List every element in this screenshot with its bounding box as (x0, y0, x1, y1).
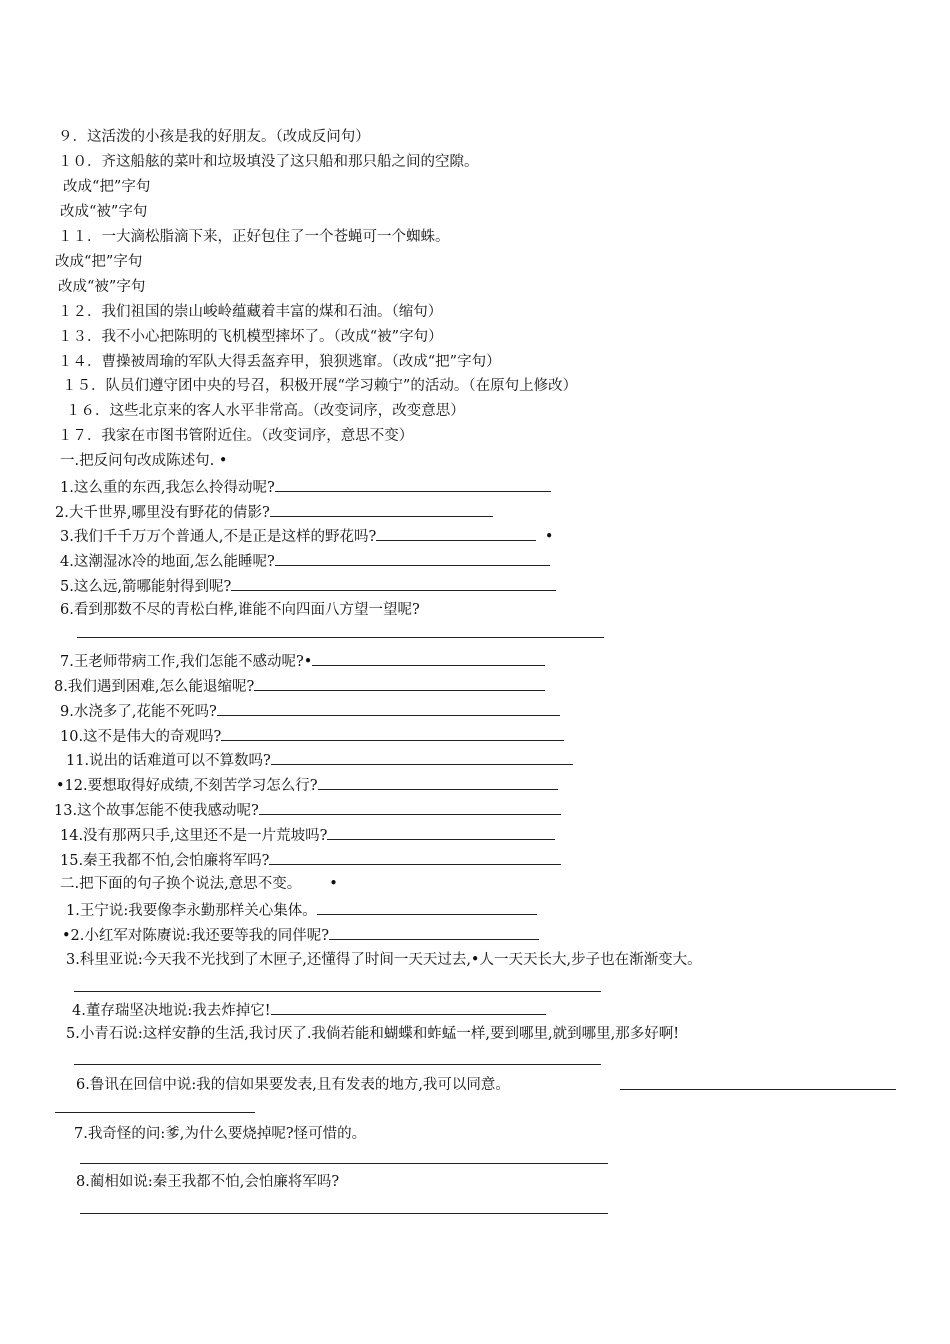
answer-blank[interactable] (231, 576, 556, 591)
exercise-11-ba: 改成“把”字句 (55, 254, 143, 270)
exercise-10-bei: 改成“被”字句 (60, 204, 148, 220)
section1-item-13: 13.这个故事怎能不使我感动呢? (54, 800, 561, 821)
exercise-10: １０．齐这船舷的菜叶和垃圾填没了这只船和那只船之间的空隙。 (58, 154, 479, 170)
answer-blank[interactable] (317, 900, 537, 915)
section1-item-12: •12.要想取得好成绩,不刻苦学习怎么行? (56, 775, 558, 796)
answer-blank[interactable] (329, 925, 539, 940)
bullet-mark: • (329, 876, 338, 892)
section1-heading: 一.把反问句改成陈述句. • (60, 453, 228, 469)
section2-item-8: 8.蔺相如说:秦王我都不怕,会怕廉将军吗? (76, 1174, 340, 1190)
answer-line[interactable] (74, 991, 601, 992)
exercise-16: １６．这些北京来的客人水平非常高。（改变词序，改变意思） (66, 403, 465, 419)
section1-item-8: 8.我们遇到困难,怎么能退缩呢? (54, 676, 545, 697)
exercise-9: ９．这活泼的小孩是我的好朋友。（改成反问句） (58, 129, 370, 145)
answer-blank[interactable] (254, 676, 545, 691)
section1-item-10: 10.这不是伟大的奇观吗? (60, 726, 564, 747)
answer-blank[interactable] (312, 651, 545, 666)
answer-line[interactable] (55, 1112, 255, 1113)
section2-item-4: 4.董存瑞坚决地说:我去炸掉它! (72, 1000, 546, 1021)
answer-line[interactable] (77, 637, 604, 638)
section1-item-3: 3.我们千千万万个普通人,不是正是这样的野花吗? • (60, 526, 553, 547)
exercise-11: １１．一大滴松脂滴下来，正好包住了一个苍蝇可一个蜘蛛。 (58, 229, 450, 245)
section2-item-6: 6.鲁讯在回信中说:我的信如果要发表,且有发表的地方,我可以同意。 (76, 1077, 510, 1093)
section1-item-15: 15.秦王我都不怕,会怕廉将军吗? (60, 850, 561, 871)
section1-item-4: 4.这潮湿冰冷的地面,怎么能睡呢? (60, 551, 550, 572)
section2-item-2: •2.小红军对陈赓说:我还要等我的同伴呢? (62, 925, 539, 946)
section2-item-3: 3.科里亚说:今天我不光找到了木匣子,还懂得了时间一天天过去,•人一天天长大,步子也在渐渐变大。 (66, 952, 702, 968)
exercise-12: １２．我们祖国的崇山峻岭蕴藏着丰富的煤和石油。（缩句） (58, 304, 443, 320)
section2-item-1: 1.王宁说:我要像李永勤那样关心集体。 (66, 900, 537, 921)
exercise-14: １４．曹操被周瑜的军队大得丢盔弃甲，狼狈逃窜。（改成“把”字句） (58, 354, 501, 370)
section1-item-7: 7.王老师带病工作,我们怎能不感动呢?• (60, 651, 545, 672)
section1-item-5: 5.这么远,箭哪能射得到呢? (60, 576, 556, 597)
answer-blank[interactable] (270, 502, 493, 517)
answer-blank[interactable] (221, 726, 564, 741)
answer-blank[interactable] (275, 551, 550, 566)
answer-blank[interactable] (259, 800, 561, 815)
section1-item-2: 2.大千世界,哪里没有野花的倩影? (55, 502, 493, 523)
bullet-mark: • (544, 529, 554, 545)
exercise-11-bei: 改成“被”字句 (58, 279, 146, 295)
exercise-17: １７．我家在市图书管附近住。（改变词序，意思不变） (58, 428, 414, 444)
answer-blank[interactable] (327, 825, 555, 840)
answer-line[interactable] (80, 1213, 608, 1214)
answer-blank[interactable] (275, 477, 551, 492)
section2-item-5: 5.小青石说:这样安静的生活,我讨厌了.我倘若能和蝴蝶和蚱蜢一样,要到哪里,就到哪里,那多好啊! (66, 1026, 680, 1042)
answer-blank[interactable] (269, 850, 561, 865)
answer-blank[interactable] (217, 701, 560, 716)
answer-blank[interactable] (271, 1000, 546, 1015)
answer-line[interactable] (74, 1064, 601, 1065)
section1-item-11: 11.说出的话难道可以不算数吗? (66, 750, 573, 771)
section1-item-6: 6.看到那数不尽的青松白桦,谁能不向四面八方望一望呢? (60, 602, 420, 618)
section1-item-1: 1.这么重的东西,我怎么拎得动呢? (60, 477, 551, 498)
section1-item-9: 9.水浇多了,花能不死吗? (60, 701, 560, 722)
section2-heading: 二.把下面的句子换个说法,意思不变。 • (60, 876, 338, 892)
exercise-10-ba: 改成“把”字句 (63, 179, 151, 195)
answer-blank[interactable] (318, 775, 558, 790)
exercise-15: １５．队员们遵守团中央的号召，积极开展“学习赖宁”的活动。（在原句上修改） (62, 378, 578, 394)
answer-blank[interactable] (376, 526, 536, 541)
answer-blank[interactable] (271, 750, 573, 765)
answer-line[interactable] (620, 1089, 896, 1090)
section2-item-7: 7.我奇怪的问:爹,为什么要烧掉呢?怪可惜的。 (74, 1126, 367, 1142)
answer-line[interactable] (80, 1163, 608, 1164)
section1-item-14: 14.没有那两只手,这里还不是一片荒坡吗? (60, 825, 555, 846)
exercise-13: １３．我不小心把陈明的飞机模型摔坏了。（改成“被”字句） (58, 329, 443, 345)
